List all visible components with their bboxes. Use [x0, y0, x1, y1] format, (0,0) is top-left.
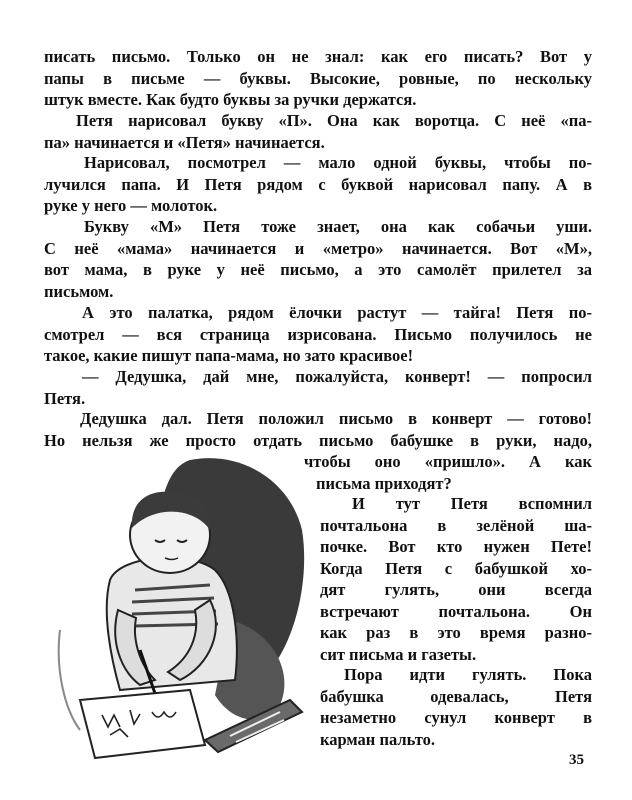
text-line: — Дедушка, дай мне, пожалуйста, конверт! — попросил [82, 367, 592, 386]
text-line: смотрел — вся страница изрисована. Письмо получилось не [44, 324, 592, 344]
text-line: папы в письме — буквы. Высокие, ровные, по нескольку [44, 68, 592, 88]
text-line: штук вместе. Как будто буквы за ручки держатся. [44, 90, 417, 109]
text-line: бабушка одевалась, Петя [320, 686, 592, 706]
page-number: 35 [569, 752, 584, 768]
text-line: письмом. [44, 281, 114, 301]
paragraph-1 [44, 46, 592, 111]
paragraph-9 [320, 493, 592, 665]
text-line: Но нельзя же просто отдать письмо бабушке в руки, надо, [44, 430, 592, 450]
text-line: почтальона в зелёной ша- [320, 515, 592, 535]
text-line: карман пальто. [320, 729, 435, 749]
text-line: па» начинается и «Петя» начинается. [44, 132, 325, 152]
text-line: такое, какие пишут папа-мама, но зато красивое! [44, 346, 414, 365]
text-line: вот мама, в руке у неё письмо, а это самолёт прилетел за [44, 260, 592, 279]
text-line: незаметно сунул конверт в [320, 708, 592, 727]
text-line: С неё «мама» начинается и «метро» начинается. Вот «М», [44, 238, 592, 258]
text-line: письма приходят? [316, 473, 452, 493]
chair-outline [59, 630, 80, 730]
text-line: И тут Петя вспомнил [352, 494, 592, 513]
text-line: Нарисовал, посмотрел — мало одной буквы, чтобы по- [84, 153, 592, 172]
text-line: Петя. [44, 388, 86, 408]
text-line: руке у него — молоток. [44, 196, 218, 215]
paragraph-10 [320, 664, 592, 750]
text-line: А это палатка, рядом ёлочки растут — тайга! Петя по- [82, 303, 592, 322]
text-line: чтобы оно «пришло». А как [304, 452, 592, 471]
paragraph-2 [44, 110, 592, 153]
text-line: сит письма и газеты. [320, 644, 477, 664]
text-line: Когда Петя с бабушкой хо- [320, 558, 592, 578]
text-line: Пора идти гулять. Пока [344, 665, 592, 684]
text-line: Дедушка дал. Петя положил письмо в конверт — готово! [80, 409, 592, 428]
text-line: встречают почтальона. Он [320, 601, 592, 621]
paragraph-3 [44, 152, 592, 217]
paragraph-5 [44, 302, 592, 367]
text-line: почке. Вот кто нужен Пете! [320, 537, 592, 556]
text-line: лучился папа. И Петя рядом с буквой нарисовал папу. А в [44, 174, 592, 194]
drawing-paper [80, 690, 205, 758]
text-line: дят гулять, они всегда [320, 580, 592, 599]
paragraph-8 [304, 451, 592, 494]
text-line: Петя нарисовал букву «П». Она как воротца. С неё «па- [76, 111, 592, 130]
text-line: писать письмо. Только он не знал: как его писать? Вот у [44, 47, 592, 66]
paragraph-6 [44, 366, 592, 409]
text-line: Букву «М» Петя тоже знает, она как собачьи уши. [84, 217, 592, 236]
text-line: как раз в это время разно- [320, 623, 592, 642]
boy-drawing-illustration [40, 440, 310, 760]
paragraph-4 [44, 216, 592, 302]
